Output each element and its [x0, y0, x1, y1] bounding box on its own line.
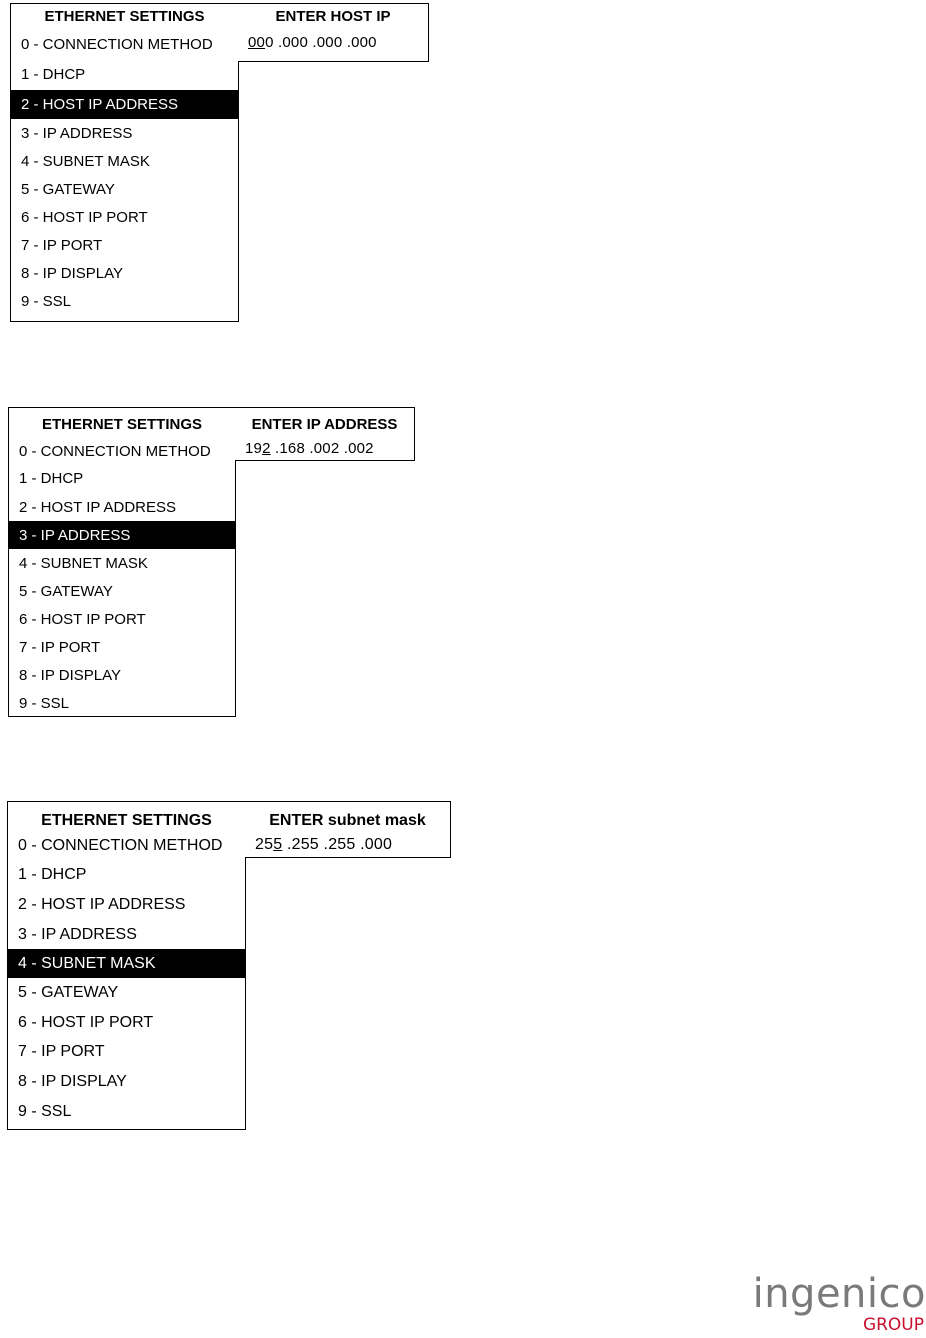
menu-item-ssl[interactable]: 9 - SSL	[21, 293, 72, 310]
menu-item-ip-port[interactable]: 7 - IP PORT	[18, 1043, 105, 1060]
host-ip-input[interactable]	[238, 30, 428, 56]
entry-title: ENTER HOST IP	[275, 8, 391, 25]
menu-title: ETHERNET SETTINGS	[41, 416, 202, 433]
menu-item-ip-display[interactable]: 8 - IP DISPLAY	[21, 264, 123, 282]
menu-item-host-ip-address[interactable]: 2 - HOST IP ADDRESS	[19, 498, 176, 516]
menu-item-dhcp[interactable]: 1 - DHCP	[19, 470, 84, 487]
entry-panel-subnet-mask	[245, 801, 451, 858]
menu-item-connection-method[interactable]: 0 - CONNECTION METHOD	[19, 442, 211, 460]
menu-item-ip-display[interactable]: 8 - IP DISPLAY	[18, 1072, 127, 1090]
menu-item-dhcp[interactable]: 1 - DHCP	[18, 866, 87, 883]
menu-item-subnet-mask[interactable]: 4 - SUBNET MASK	[8, 949, 245, 978]
menu-item-host-ip-port[interactable]: 6 - HOST IP PORT	[18, 1013, 154, 1031]
logo-group-text: GROUP	[862, 1315, 924, 1335]
menu-item-ip-port[interactable]: 7 - IP PORT	[21, 236, 103, 254]
cursor-digit: 2	[262, 440, 271, 457]
menu-item-connection-method[interactable]: 0 - CONNECTION METHOD	[18, 837, 223, 854]
value-rest: 0 .000 .000 .000	[265, 34, 377, 51]
menu-item-subnet-mask[interactable]: 4 - SUBNET MASK	[19, 554, 148, 572]
menu-item-ssl[interactable]: 9 - SSL	[19, 694, 70, 712]
menu-item-connection-method[interactable]: 0 - CONNECTION METHOD	[21, 36, 213, 53]
menu-item-host-ip-port[interactable]: 6 - HOST IP PORT	[21, 208, 148, 226]
menu-title: ETHERNET SETTINGS	[44, 8, 205, 25]
menu-item-host-ip-address[interactable]: 2 - HOST IP ADDRESS	[18, 896, 186, 913]
entry-title: ENTER subnet mask	[269, 812, 426, 829]
ethernet-settings-menu-1	[10, 3, 239, 322]
menu-item-ip-display[interactable]: 8 - IP DISPLAY	[19, 666, 121, 684]
menu-item-dhcp[interactable]: 1 - DHCP	[21, 66, 86, 83]
logo-wordmark: ingenico	[752, 1271, 926, 1317]
cursor-digits: 00	[248, 34, 266, 51]
value-rest: .168 .002 .002	[270, 440, 374, 457]
entry-panel-ip-address	[235, 407, 415, 461]
ip-address-input[interactable]	[235, 438, 414, 460]
menu-item-ip-address[interactable]: 3 - IP ADDRESS	[9, 521, 235, 549]
ethernet-settings-menu-2	[8, 407, 236, 717]
menu-item-subnet-mask[interactable]: 4 - SUBNET MASK	[21, 152, 150, 170]
menu-item-ip-address[interactable]: 3 - IP ADDRESS	[18, 925, 137, 943]
subnet-mask-input[interactable]	[245, 832, 450, 856]
menu-title: ETHERNET SETTINGS	[41, 812, 212, 829]
entry-panel-host-ip	[238, 3, 429, 62]
value-prefix: 25	[255, 836, 274, 853]
ethernet-settings-menu-3	[7, 801, 246, 1130]
value-rest: .255 .255 .000	[282, 836, 393, 853]
value-prefix: 19	[245, 440, 263, 457]
menu-item-gateway[interactable]: 5 - GATEWAY	[19, 582, 113, 600]
entry-title: ENTER IP ADDRESS	[251, 416, 398, 433]
menu-item-gateway[interactable]: 5 - GATEWAY	[18, 984, 119, 1001]
cursor-digit: 5	[273, 836, 283, 853]
menu-item-ssl[interactable]: 9 - SSL	[18, 1103, 72, 1120]
menu-item-ip-address[interactable]: 3 - IP ADDRESS	[21, 124, 133, 142]
menu-item-host-ip-port[interactable]: 6 - HOST IP PORT	[19, 610, 146, 628]
menu-item-host-ip-address[interactable]: 2 - HOST IP ADDRESS	[11, 90, 238, 119]
menu-item-gateway[interactable]: 5 - GATEWAY	[21, 180, 115, 198]
menu-item-ip-port[interactable]: 7 - IP PORT	[19, 638, 101, 656]
ingenico-group-logo	[752, 1272, 926, 1338]
